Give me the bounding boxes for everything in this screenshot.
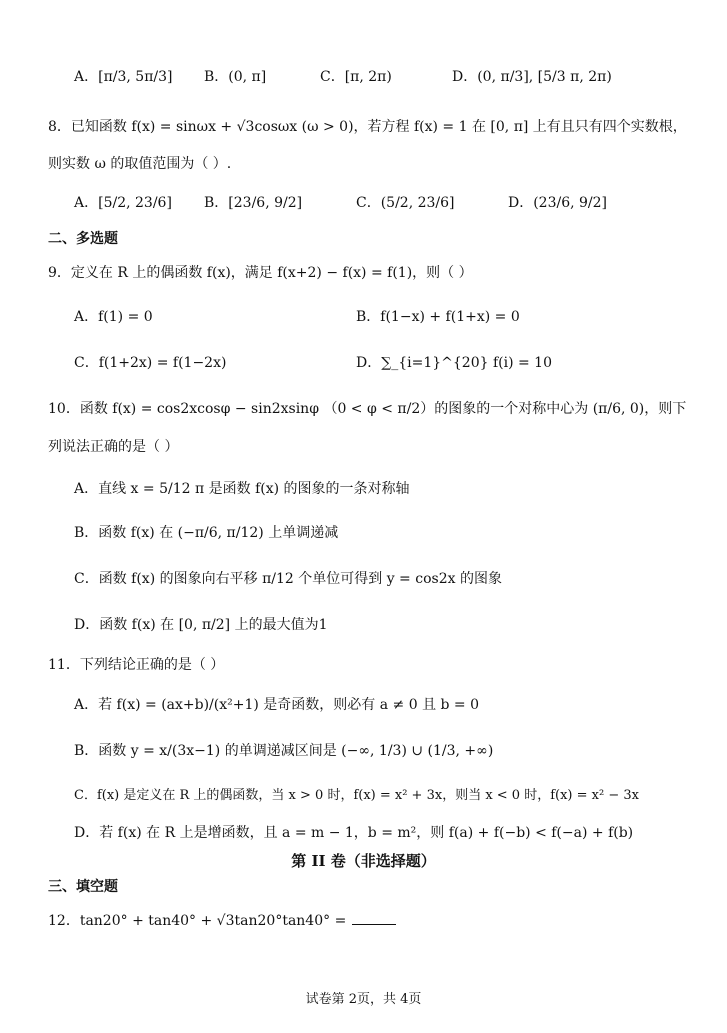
q12-question <box>48 910 396 930</box>
q10-option-c: C．函数 f(x) 的图象向右平移 π/12 个单位可得到 y = cos2x 的图象 <box>74 571 502 587</box>
page-footer: 试卷第 2页，共 4页 <box>305 992 422 1007</box>
q8-stem-line1: 8．已知函数 f(x) = sinωx + √3cosωx (ω > 0)，若方程 f(x) = 1 在 [0, π] 上有且只有四个实数根， <box>48 119 687 135</box>
q8-option-d: D．(23/6, 9/2] <box>508 195 608 211</box>
q10-option-a: A．直线 x = 5/12 π 是函数 f(x) 的图象的一条对称轴 <box>74 481 410 497</box>
q11-option-b: B．函数 y = x/(3x−1) 的单调递减区间是 (−∞, 1/3) ∪ (1/3, +∞) <box>74 743 494 759</box>
q11-option-c: C．f(x) 是定义在 R 上的偶函数，当 x > 0 时，f(x) = x² + 3x，则当 x < 0 时，f(x) = x² − 3x <box>74 788 639 803</box>
q7-option-a: A．[π/3, 5π/3] <box>74 69 173 85</box>
q12-text: 12．tan20° + tan40° + √3tan20°tan40° = <box>48 913 347 929</box>
q9-option-a: A．f(1) = 0 <box>74 309 153 325</box>
q8-stem-line2: 则实数 ω 的取值范围为（ ）. <box>48 156 232 172</box>
answer-blank <box>352 912 396 925</box>
q9-option-c: C．f(1+2x) = f(1−2x) <box>74 355 227 371</box>
q8-option-b: B．[23/6, 9/2] <box>204 195 303 211</box>
q10-stem-line2: 列说法正确的是（ ） <box>48 439 179 455</box>
q11-stem: 11．下列结论正确的是（ ） <box>48 657 225 673</box>
section-heading-multiple-choice: 二、多选题 <box>48 231 118 247</box>
q11-option-d: D．若 f(x) 在 R 上是增函数，且 a = m − 1，b = m²，则 f(a) + f(−b) < f(−a) + f(b) <box>74 825 634 841</box>
q9-option-b: B．f(1−x) + f(1+x) = 0 <box>356 309 520 325</box>
q7-option-d: D．(0, π/3], [5/3 π, 2π) <box>452 69 612 85</box>
section-heading-fill-in: 三、填空题 <box>48 879 118 895</box>
q11-option-a: A．若 f(x) = (ax+b)/(x²+1) 是奇函数，则必有 a ≠ 0 且 b = 0 <box>74 697 480 713</box>
q8-option-c: C．(5/2, 23/6] <box>356 195 455 211</box>
q9-stem: 9．定义在 R 上的偶函数 f(x)，满足 f(x+2) − f(x) = f(1)，则（ ） <box>48 265 473 281</box>
q7-option-b: B．(0, π] <box>204 69 267 85</box>
part-two-title: 第 II 卷（非选择题） <box>291 852 436 870</box>
q10-stem-line1: 10．函数 f(x) = cos2xcosφ − sin2xsinφ （0 < φ < π/2）的图象的一个对称中心为 (π/6, 0)，则下 <box>48 401 687 417</box>
q10-option-b: B．函数 f(x) 在 (−π/6, π/12) 上单调递减 <box>74 525 339 541</box>
q7-option-c: C．[π, 2π) <box>320 69 392 85</box>
q10-option-d: D．函数 f(x) 在 [0, π/2] 上的最大值为1 <box>74 617 328 633</box>
q9-option-d: D．∑_{i=1}^{20} f(i) = 10 <box>356 355 552 371</box>
q8-option-a: A．[5/2, 23/6] <box>74 195 172 211</box>
